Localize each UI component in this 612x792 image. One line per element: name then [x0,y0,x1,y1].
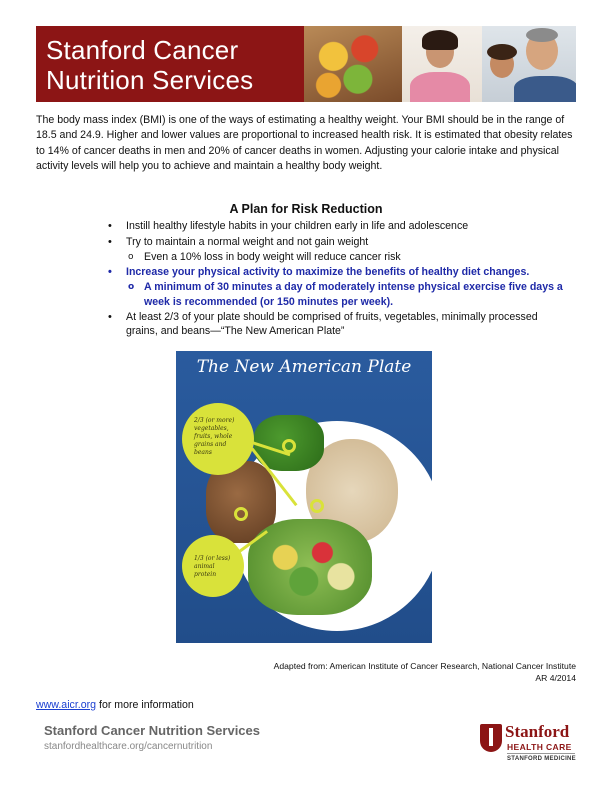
plan-title: A Plan for Risk Reduction [229,202,383,216]
woman2-hair [487,44,517,60]
header-banner [36,26,576,102]
man-hair [526,28,558,42]
logo-stanford-medicine: STANFORD MEDICINE [507,756,576,762]
plan-list [108,219,568,340]
pointer-ring [234,507,248,521]
logo-wordmark: Stanford [505,722,570,741]
new-american-plate-image [176,351,432,643]
credits [176,660,576,684]
intro-paragraph: The body mass index (BMI) is one of the ways of estimating a healthy weight. Your BMI should be in the range of 18.5 and 24.9. Higher and lower values are proportional to increased health risk. It is estimated that obesity relates to 14% of cancer deaths in men and 20% of cancer deaths in women. Adjusting your calorie intake and physical activity levels will help you to achieve and maintain a healthy body weight. [36,114,573,173]
woman-photo [402,26,482,102]
plan-subitem-2a [108,250,568,265]
author-date: AR 4/2014 [535,673,576,683]
fruit-bowl-photo [304,26,402,102]
aicr-link[interactable]: www.aicr.org [36,699,97,711]
banner-photos [304,26,576,102]
adapted-from: Adapted from: American Institute of Cancer Research, National Cancer Institute [273,661,576,671]
stanford-health-care-logo [480,722,580,768]
more-info-line [36,699,194,711]
banner-title-line1: Stanford Cancer [46,35,239,65]
footer-org-url: stanfordhealthcare.org/cancernutrition [44,741,213,752]
man-shirt [514,76,576,102]
callout-animal-protein: 1/3 (or less) animal protein [182,535,244,597]
woman-hair [422,30,458,50]
callout-plant-foods: 2/3 (or more) vegetables, fruits, whole grains and beans [182,403,254,475]
logo-divider [507,753,575,754]
sub-bullet-marker: o [128,282,135,293]
logo-health-care: HEALTH CARE [507,742,572,752]
more-info-suffix: for more information [96,699,194,711]
plan-subitem-3a-text: A minimum of 30 minutes a day of moderately intense physical exercise five days a week is recommended (or 150 minutes per week). [144,281,563,308]
footer-org-name: Stanford Cancer Nutrition Services [44,723,260,738]
sub-bullet-marker: o [128,252,134,263]
plan-item-2: • Try to maintain a normal weight and not gain weight [108,235,568,250]
plate-image-title: The New American Plate [196,357,412,377]
banner-title [46,35,253,95]
pointer-ring [282,439,296,453]
pointer-ring [310,499,324,513]
plan-item-1: • Instill healthy lifestyle habits in your children early in life and adolescence [108,219,568,234]
plan-subitem-2a-text: Even a 10% loss in body weight will reduce cancer risk [144,251,401,264]
plan-item-4: • At least 2/3 of your plate should be comprised of fruits, vegetables, minimally processed grains, and beans—“The New American Plate” [108,310,568,339]
banner-title-line2: Nutrition Services [46,65,254,95]
woman-shirt [410,72,470,102]
couple-photo [482,26,576,102]
plan-subitem-3a [108,280,568,309]
plan-item-3: • Increase your physical activity to maximize the benefits of healthy diet changes. [108,265,568,280]
stanford-tree-shield-icon [480,724,502,752]
